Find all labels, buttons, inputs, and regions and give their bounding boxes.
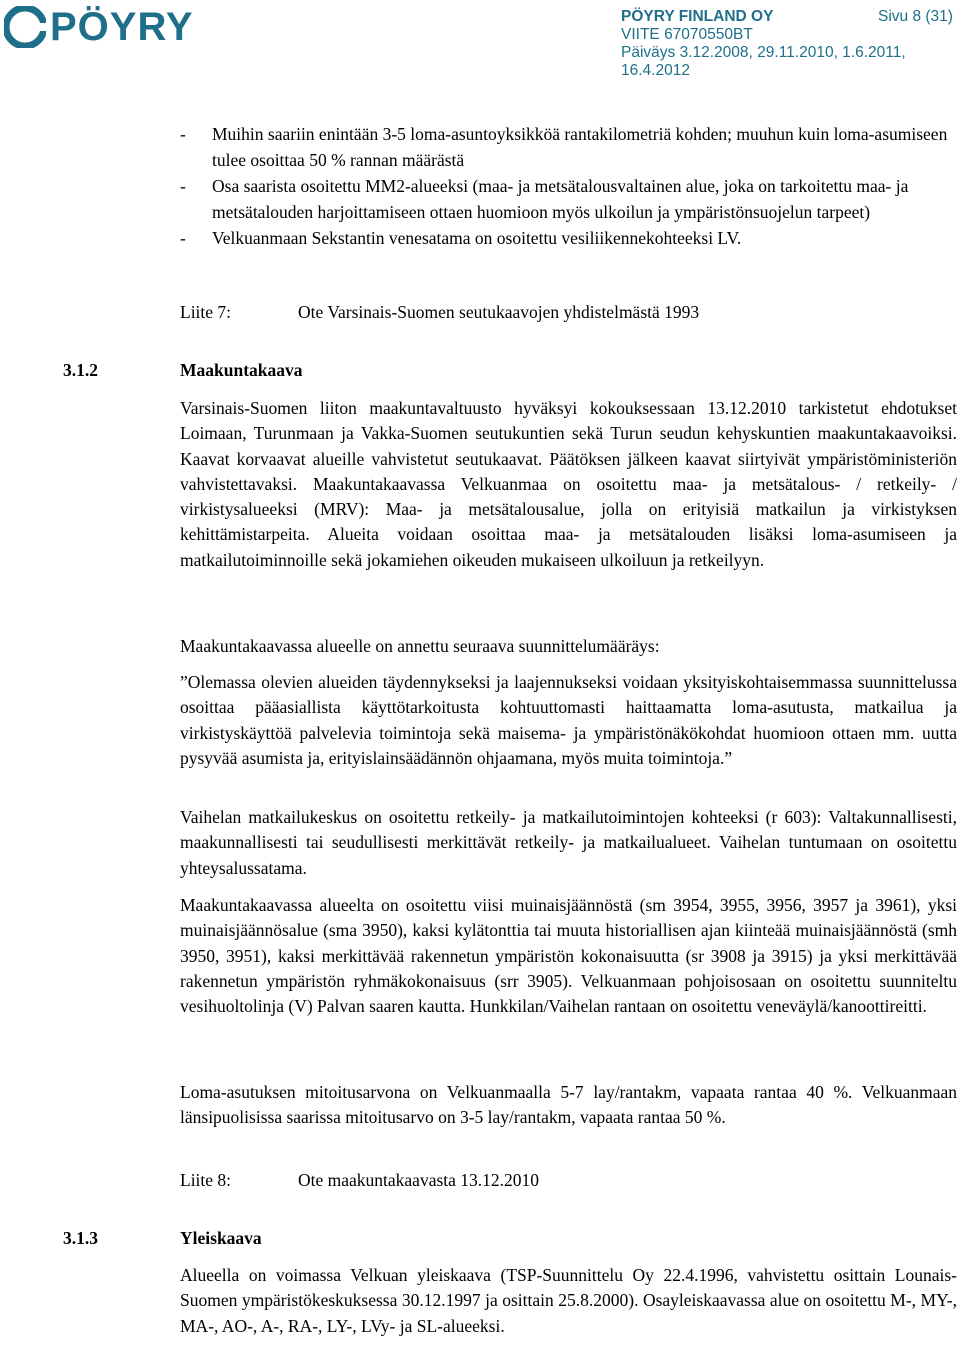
company-name: PÖYRY FINLAND OY (621, 8, 774, 25)
section-title: Yleiskaava (180, 1228, 262, 1248)
paragraph: Alueella on voimassa Velkuan yleiskaava (TSP-Suunnittelu Oy 22.4.1996, vahvistettu osittain Lounais-Suomen ympäristökeskuksessa 30.12.1997 ja osittain 25.8.2000). Osayleiskaavassa alue on osoitettu M-, MY-, MA-, AO-, A-, RA-, LY-, LVy- ja SL-alueeksi. (180, 1265, 957, 1336)
page-number: Sivu 8 (31) (878, 8, 953, 25)
list-item-text: Muihin saariin enintään 3-5 loma-asuntoyksikköä rantakilometriä kohden; muuhun kuin loma-asumiseen tulee osoittaa 50 % rannan määrästä (212, 124, 948, 170)
appendix-label: Liite 7: (180, 302, 232, 322)
bullet-dash: - (180, 176, 186, 196)
paragraph: Maakuntakaavassa alueelle on annettu seuraava suunnittelumääräys: (180, 636, 660, 656)
section-number: 3.1.3 (63, 1228, 98, 1248)
document-reference: VIITE 67070550BT (621, 26, 753, 43)
poyry-logo-icon (4, 6, 46, 48)
appendix-8-reference (180, 1168, 539, 1193)
list-item-text: Osa saarista osoitettu MM2-alueeksi (maa- ja metsätalousvaltainen alue, joka on tarkoitettu maa- ja metsätalouden harjoittamiseen ottaen huomioon myös ulkoilun ja ympäristönsuojelun tarpeet) (212, 176, 909, 222)
list-item-text: Velkuanmaan Sekstantin venesatama on osoitettu vesiliikennekohteeksi LV. (212, 228, 742, 248)
bullet-dash: - (180, 228, 186, 248)
section-number: 3.1.2 (63, 360, 98, 380)
company-info (621, 8, 906, 80)
section-title: Maakuntakaava (180, 360, 303, 380)
section-heading-maakuntakaava (63, 358, 303, 383)
appendix-text: Ote maakuntakaavasta 13.12.2010 (298, 1170, 540, 1190)
bullet-list (180, 121, 960, 251)
appendix-label: Liite 8: (180, 1170, 232, 1190)
section-heading-yleiskaava (63, 1226, 262, 1251)
poyry-logo (4, 6, 194, 48)
list-item (180, 173, 960, 225)
paragraph: Maakuntakaavassa alueelta on osoitettu viisi muinaisjäännöstä (sm 3954, 3955, 3956, 3957 ja 3961), yksi muinaisjäännösalue (sma 3950), kaksi kylätonttia tai muuta historiallisen ajan kiinteää muinaisjäännöstä (smh 3950, 3951), kaksi merkittävää rakennetun ympäristön kokonaisuutta (sr 3908 ja 3915) ja yksi merkittävää rakennetun ympäristön ryhmäkokonaisuus (srr 3905). Velkuanmaan pohjoisosaan on osoitettu suunniteltu vesihuoltolinja (V) Palvan saaren kautta. Hunkkilan/Vaihelan rantaan on osoitettu veneväylä/kanoottireitti. (180, 895, 957, 1017)
page-header (0, 0, 960, 90)
document-date-cont: 16.4.2012 (621, 62, 690, 79)
logo-wordmark: PÖYRY (50, 5, 194, 49)
list-item (180, 225, 960, 251)
paragraph: Vaihelan matkailukeskus on osoitettu retkeily- ja matkailutoimintojen kohteeksi (r 603): Valtakunnallisesti, maakunnallisesti tai seudullisesti merkittävät retkeily- ja matkailualueet. Vaihelan tuntumaan on osoitettu yhteysalussatama. (180, 807, 957, 878)
appendix-text: Ote Varsinais-Suomen seutukaavojen yhdistelmästä 1993 (298, 302, 700, 322)
quoted-regulation: ”Olemassa olevien alueiden täydennykseksi ja laajennukseksi voidaan yksityiskohtaisemmassa suunnittelussa osoittaa pääasiallista käyttötarkoitusta kohtuuttomasti haittaamatta loma-asutusta, matkailua ja virkistyskäyttöä palvelevia toimintoja sekä maisema- ja ympäristönäkökohdat huomioon ottaen mm. uutta pysyvää asumista ja, erityislainsäädännön ohjaamana, myös muita toimintoja.” (180, 672, 957, 768)
list-item (180, 121, 960, 173)
document-date: Päiväys 3.12.2008, 29.11.2010, 1.6.2011, (621, 44, 906, 61)
paragraph: Loma-asutuksen mitoitusarvona on Velkuanmaalla 5-7 lay/rantakm, vapaata rantaa 40 %. Velkuanmaan länsipuolisissa saarissa mitoitusarvo on 3-5 lay/rantakm, vapaata rantaa 50 %. (180, 1082, 957, 1128)
paragraph: Varsinais-Suomen liiton maakuntavaltuusto hyväksyi kokouksessaan 13.12.2010 tarkistetut ehdotukset Loimaan, Turunmaan ja Vakka-Suomen seutukuntien sekä Turun seudun kehyskuntien maakuntakaavoiksi. Kaavat korvaavat alueille vahvistetut seutukaavat. Päätöksen jälkeen kaavat siirtyivät ympäristöministeriön vahvistettavaksi. Maakuntakaavassa Velkuanmaa on osoitettu maa- ja metsätalous- / retkeily- / virkistysalueeksi (MRV): Maa- ja metsätalousalue, jolla on erityisiä matkailun ja virkistyksen kehittämistarpeita. Alueita voidaan osoittaa maa- ja metsätalouden lisäksi loma-asumiseen ja matkailutoiminnoille sekä jokamiehen oikeuden mukaiseen ulkoiluun ja retkeilyyn. (180, 398, 957, 570)
appendix-7-reference (180, 300, 699, 325)
bullet-dash: - (180, 124, 186, 144)
